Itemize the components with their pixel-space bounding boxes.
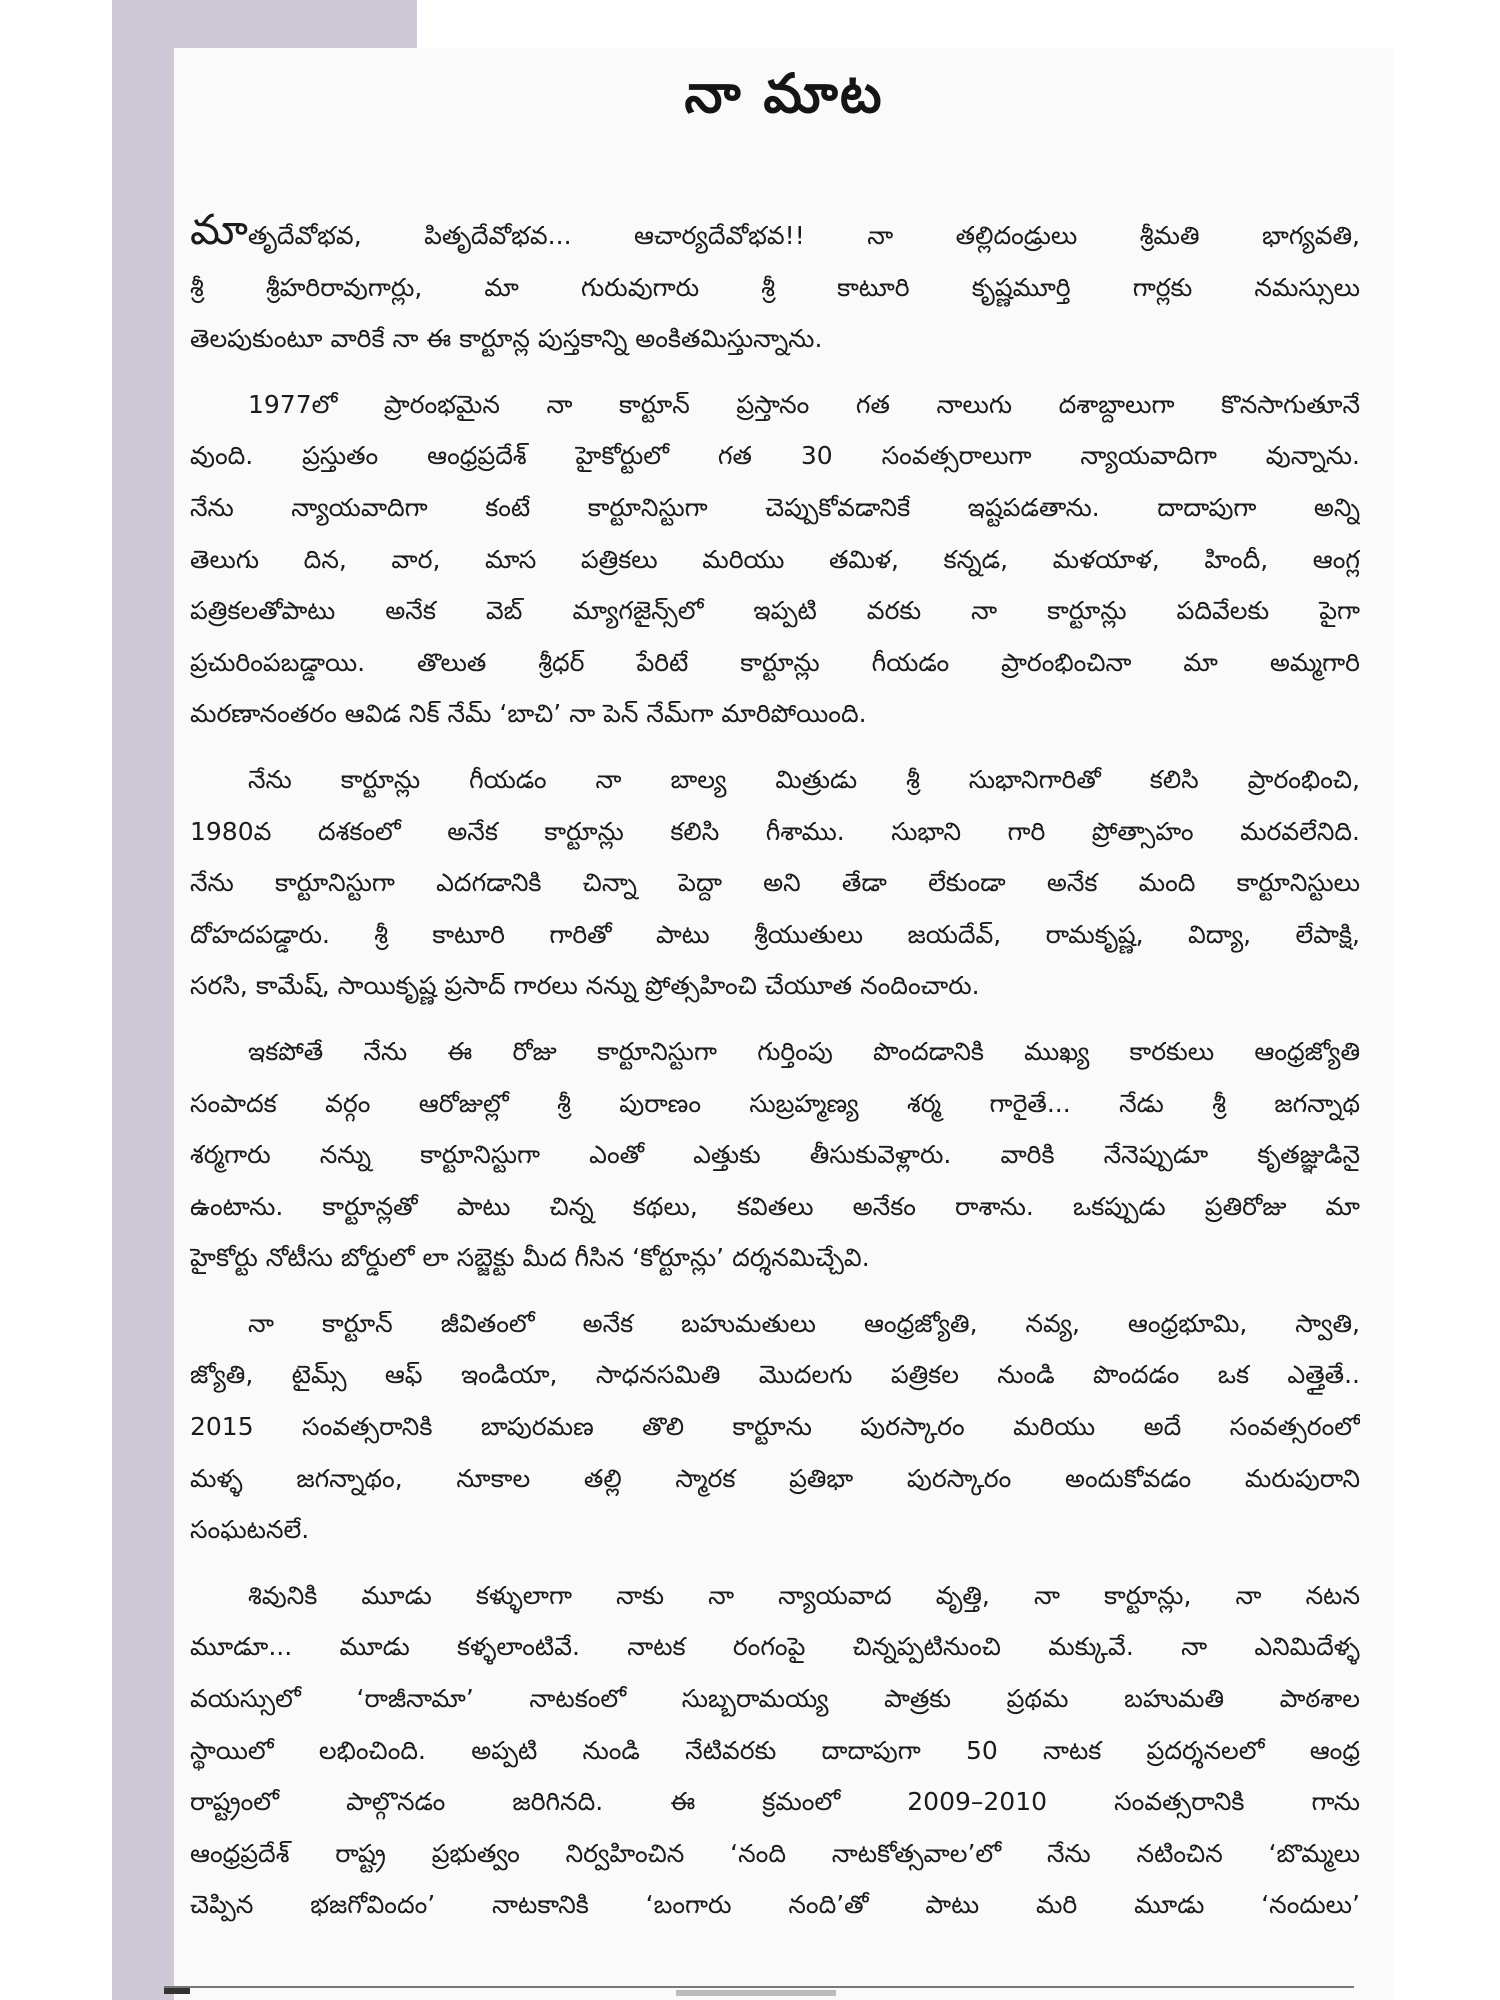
paragraph-2: [190, 379, 1360, 740]
paragraph-line: సంపాదక వర్గం ఆరోజుల్లో శ్రీ పురాణం సుబ్రహ్మణ్య శర్మ గారైతే... నేడు శ్రీ జగన్నాథ: [190, 1088, 1360, 1118]
paragraph-line: హైకోర్టు నోటీసు బోర్డులో లా సబ్జెక్టు మీద గీసిన ‘కోర్టూన్లు’ దర్శనమిచ్చేవి.: [190, 1243, 870, 1273]
paragraph-line: స్థాయిలో లభించింది. అప్పటి నుండి నేటివరకు దాదాపుగా 50 నాటక ప్రదర్శనలలో ఆంధ్ర: [190, 1735, 1360, 1765]
paragraph-line: నేను కార్టూనిస్టుగా ఎదగడానికి చిన్నా పెద్దా అని తేడా లేకుండా అనేక మంది కార్టూనిస్టులు: [190, 868, 1360, 898]
footer-rule: [164, 1986, 1354, 1988]
drop-cap: మా: [190, 210, 248, 254]
paragraph-line: శ్రీ శ్రీహరిరావుగార్లు, మా గురువుగారు శ్రీ కాటూరి కృష్ణమూర్తి గార్లకు నమస్సులు: [190, 272, 1360, 302]
paragraph-line: 1980వ దశకంలో అనేక కార్టూన్లు కలిసి గీశాము. సుభాని గారి ప్రోత్సాహం మరవలేనిది.: [190, 816, 1360, 846]
paragraph-6: [190, 1570, 1360, 1931]
paragraph-line: 1977లో ప్రారంభమైన నా కార్టూన్ ప్రస్తానం గత నాలుగు దశాబ్దాలుగా కొనసాగుతూనే: [248, 389, 1360, 419]
paragraph-1: [190, 210, 1360, 365]
paragraph-line: మాతృదేవోభవ, పితృదేవోభవ... ఆచార్యదేవోభవ!! నా తల్లిదండ్రులు శ్రీమతి భాగ్యవతి,: [190, 210, 1360, 262]
paragraph-line: జ్యోతి, టైమ్స్ ఆఫ్ ఇండియా, సాధనసమితి మొదలగు పత్రికల నుండి పొందడం ఒక ఎత్తైతే..: [190, 1360, 1360, 1390]
paragraph-line: నేను కార్టూన్లు గీయడం నా బాల్య మిత్రుడు శ్రీ సుభానిగారితో కలిసి ప్రారంభించి,: [248, 764, 1360, 794]
paragraph-line: 2015 సంవత్సరానికి బాపురమణ తొలి కార్టూను పురస్కారం మరియు అదే సంవత్సరంలో: [190, 1412, 1360, 1442]
paragraph-line: శివునికి మూడు కళ్ళులాగా నాకు నా న్యాయవాద వృత్తి, నా కార్టూన్లు, నా నటన: [248, 1580, 1360, 1610]
footer-mark: [676, 1990, 836, 1996]
paragraph-line: నేను న్యాయవాదిగా కంటే కార్టూనిస్టుగా చెప్పుకోవడానికే ఇష్టపడతాను. దాదాపుగా అన్ని: [190, 492, 1360, 522]
paragraph-line: శర్మగారు నన్ను కార్టూనిస్టుగా ఎంతో ఎత్తుకు తీసుకువెళ్లారు. వారికి నేనెప్పుడూ కృతజ్ఞుడినై: [190, 1140, 1360, 1170]
paragraph-line: సంఘటనలే.: [190, 1515, 310, 1545]
page-title: నా మాట: [684, 62, 884, 125]
paragraph-line: తెలుగు దిన, వార, మాస పత్రికలు మరియు తమిళ, కన్నడ, మళయాళ, హిందీ, ఆంగ్ల: [190, 544, 1360, 574]
paragraph-line: ఉంటాను. కార్టూన్లతో పాటు చిన్న కథలు, కవితలు అనేకం రాశాను. ఒకప్పుడు ప్రతిరోజు మా: [190, 1191, 1360, 1221]
paragraph-line: ఇకపోతే నేను ఈ రోజు కార్టూనిస్టుగా గుర్తింపు పొందడానికి ముఖ్య కారకులు ఆంధ్రజ్యోతి: [248, 1036, 1360, 1066]
paragraph-line: ప్రచురింపబడ్డాయి. తొలుత శ్రీధర్ పేరిటే కార్టూన్లు గీయడం ప్రారంభించినా మా అమ్మగారి: [190, 647, 1360, 677]
paragraph-line: వయస్సులో ‘రాజీనామా’ నాటకంలో సుబ్బరామయ్య పాత్రకు ప్రథమ బహుమతి పాఠశాల: [190, 1684, 1360, 1714]
paragraph-line: మళ్ళ జగన్నాథం, నూకాల తల్లి స్మారక ప్రతిభా పురస్కారం అందుకోవడం మరుపురాని: [190, 1463, 1360, 1493]
paragraph-line: రాష్ట్రంలో పాల్గొనడం జరిగినది. ఈ క్రమంలో 2009–2010 సంవత్సరానికి గాను: [190, 1787, 1360, 1817]
paragraph-line: దోహదపడ్డారు. శ్రీ కాటూరి గారితో పాటు శ్రీయుతులు జయదేవ్, రామకృష్ణ, విద్యా, లేపాక్షి,: [190, 919, 1360, 949]
paragraph-line: సరసి, కామేష్, సాయికృష్ణ ప్రసాద్ గారలు నన్ను ప్రోత్సహించి చేయూత నందించారు.: [190, 971, 980, 1001]
paragraph-line: తెలపుకుంటూ వారికే నా ఈ కార్టూన్ల పుస్తకాన్ని అంకితమిస్తున్నాను.: [190, 324, 823, 354]
paragraph-line: మరణానంతరం ఆవిడ నిక్ నేమ్ ‘బాచి’ నా పెన్ నేమ్‌గా మారిపోయింది.: [190, 699, 867, 729]
body-text: [190, 210, 1360, 1945]
left-margin: [0, 0, 112, 2000]
paragraph-line: మూడూ... మూడు కళ్ళలాంటివే. నాటక రంగంపై చిన్నప్పటినుంచి మక్కువే. నా ఎనిమిదేళ్ళ: [190, 1632, 1360, 1662]
footer-mark: [164, 1988, 190, 1994]
paragraph-line: ఆంధ్రప్రదేశ్ రాష్ట్ర ప్రభుత్వం నిర్వహించిన ‘నంది నాటకోత్సవాల’లో నేను నటించిన ‘బొమ్మలు: [190, 1838, 1360, 1868]
paragraph-4: [190, 1026, 1360, 1284]
paragraph-3: [190, 754, 1360, 1012]
paragraph-5: [190, 1298, 1360, 1556]
top-edge-band: [112, 0, 417, 48]
paragraph-line: నా కార్టూన్ జీవితంలో అనేక బహుమతులు ఆంధ్రజ్యోతి, నవ్య, ఆంధ్రభూమి, స్వాతి,: [248, 1308, 1360, 1338]
paragraph-line: పత్రికలతోపాటు అనేక వెబ్ మ్యాగజైన్స్‌లో ఇప్పటి వరకు నా కార్టూన్లు పదివేలకు పైగా: [190, 596, 1360, 626]
binding-edge-band: [112, 0, 174, 2000]
paragraph-line: వుంది. ప్రస్తుతం ఆంధ్రప్రదేశ్ హైకోర్టులో గత 30 సంవత్సరాలుగా న్యాయవాదిగా వున్నాను.: [190, 441, 1360, 471]
paragraph-line: చెప్పిన భజగోవిందం’ నాటకానికి ‘బంగారు నంది’తో పాటు మరి మూడు ‘నందులు’: [190, 1890, 1360, 1920]
